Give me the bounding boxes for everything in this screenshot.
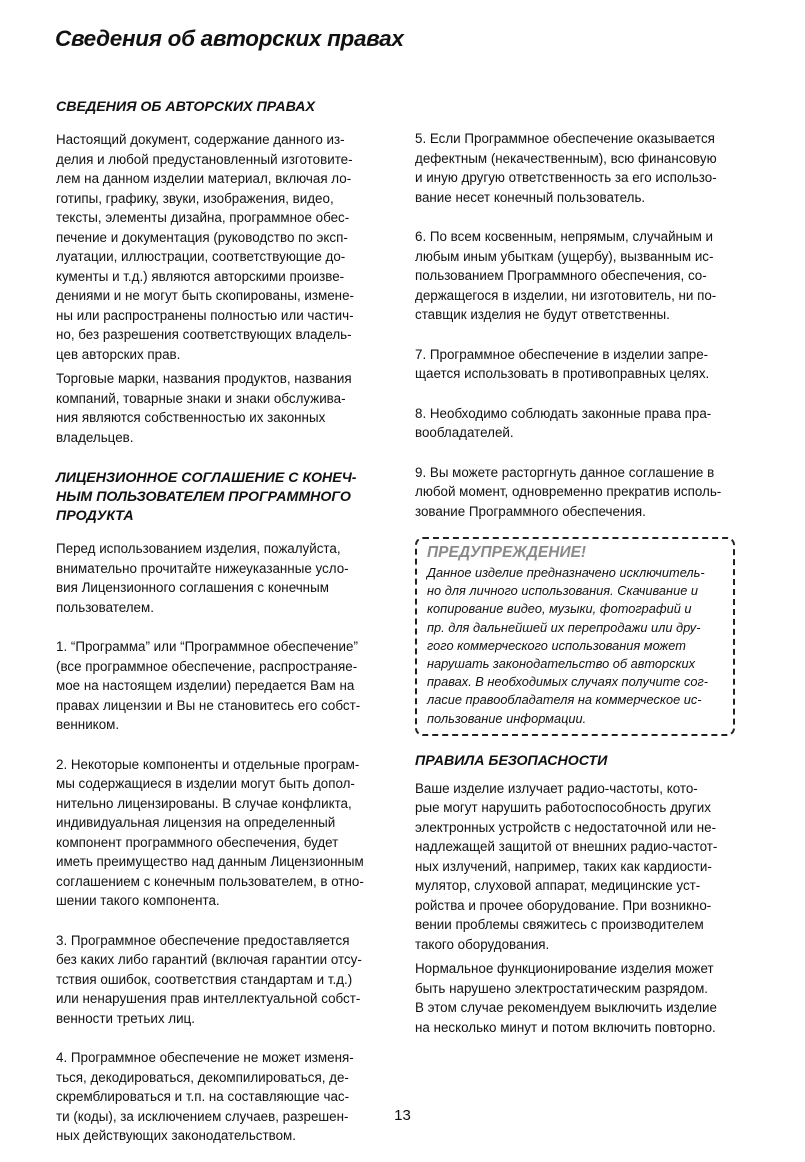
license-item-8 [415, 404, 751, 443]
text-line: ти (коды), за исключением случаев, разрешен- [56, 1108, 349, 1124]
text-line: внимательно прочитайте нижеуказанные усло- [56, 560, 349, 576]
text-line: тексты, элементы дизайна, программное обес- [56, 210, 350, 225]
text-line: кументы и т.д.) являются авторскими произве- [56, 268, 345, 284]
text-line: быть нарушено электростатическим разрядом. [415, 980, 708, 996]
text-line: но для личного использования. Скачивание и [427, 583, 698, 599]
copyright-paragraph-1 [56, 130, 392, 364]
text-line: СВЕДЕНИЯ ОБ АВТОРСКИХ ПРАВАХ [56, 99, 316, 115]
text-line: ласие правообладателя на коммерческое ис- [427, 692, 702, 708]
text-line: вание несет конечный пользователь. [415, 189, 646, 205]
text-line: Ваше изделие излучает радио-частоты, кото- [415, 780, 698, 796]
text-line: владельцев. [56, 429, 134, 445]
text-line: готипы, графику, звуки, изображения, видео, [56, 190, 334, 206]
license-intro [56, 539, 392, 617]
text-line: на несколько минут и потом включить повторно. [415, 1019, 716, 1035]
warning-box [415, 537, 735, 736]
text-line: 6. По всем косвенным, непрямым, случайным и [415, 229, 713, 244]
text-line: НЫМ ПОЛЬЗОВАТЕЛЕМ ПРОГРАММНОГО [56, 489, 351, 505]
text-line: рые могут нарушить работоспособность других [415, 800, 711, 816]
text-line: 1. “Программа” или “Программное обеспечение” [56, 639, 358, 654]
text-line: мы содержащиеся в изделии могут быть допол- [56, 776, 355, 791]
text-line: ться, декодироваться, декомпилироваться, де- [56, 1069, 349, 1085]
text-line: зование Программного обеспечения. [415, 503, 646, 519]
license-item-4 [56, 1048, 392, 1146]
text-line: луатации, иллюстрации, соответствующие до- [56, 249, 346, 264]
license-item-1 [56, 637, 392, 735]
text-line: Настоящий документ, содержание данного из- [56, 132, 345, 147]
text-line: тствия ошибок, соответствия стандартам и т.д.) [56, 971, 353, 987]
text-line: нительно лицензированы. В случае конфликта, [56, 795, 352, 811]
warning-text [427, 564, 733, 728]
page-number: 13 [394, 1107, 411, 1124]
text-line: Данное изделие предназначено исключитель- [427, 565, 705, 580]
text-line: и иную другую ответственность за его использо- [415, 170, 717, 185]
text-line: венности третьих лиц. [56, 1010, 195, 1026]
text-line: венником. [56, 717, 120, 732]
text-line: ных излучений, например, таких как кардиости- [415, 858, 712, 874]
text-line: пользованием Программного обеспечения, со- [415, 268, 707, 283]
text-line: держащегося в изделии, ни изготовитель, ни по- [415, 287, 717, 303]
text-line: лем на данном изделии материал, включая ло- [56, 171, 352, 186]
text-line: печение и документация (руководство по эксп- [56, 229, 348, 245]
text-line: компаний, товарные знаки и знаки обслужива- [56, 390, 346, 406]
license-item-9 [415, 463, 751, 522]
text-line: надлежащей защитой от внешних радио-частот- [415, 839, 718, 855]
text-line: вия Лицензионного соглашения с конечным [56, 580, 329, 595]
license-item-7 [415, 345, 751, 384]
text-line: (все программное обеспечение, распространяе- [56, 658, 358, 674]
text-line: ставщик изделия не будут ответственны. [415, 307, 670, 322]
text-line: или ненарушения прав интеллектуальной собст- [56, 991, 361, 1006]
license-item-5 [415, 129, 751, 207]
license-item-3 [56, 931, 392, 1029]
text-line: 2. Некоторые компоненты и отдельные програм- [56, 756, 360, 772]
text-line: цев авторских прав. [56, 346, 181, 362]
text-line: правах лицензии и Вы не становитесь его собст- [56, 697, 361, 713]
text-line: дефектным (некачественным), всю финансовую [415, 150, 717, 166]
text-line: 4. Программное обеспечение не может изменя- [56, 1050, 354, 1065]
left-column [56, 98, 392, 1146]
text-line: пр. для дальнейшей их перепродажи или дру- [427, 619, 701, 635]
text-line: ЛИЦЕНЗИОННОЕ СОГЛАШЕНИЕ С КОНЕЧ- [56, 470, 357, 486]
text-line: ПРОДУКТА [56, 508, 134, 524]
text-line: копирование видео, музыки, фотографий и [427, 601, 692, 617]
text-line: но, без разрешения соответствующих владель- [56, 327, 352, 342]
text-line: 5. Если Программное обеспечение оказывается [415, 131, 715, 146]
license-item-2 [56, 755, 392, 911]
text-line: Перед использованием изделия, пожалуйста, [56, 541, 341, 556]
text-line: шении такого компонента. [56, 893, 220, 908]
text-line: такого оборудования. [415, 936, 550, 952]
text-line: Нормальное функционирование изделия может [415, 961, 714, 977]
text-line: любой момент, одновременно прекратив исполь- [415, 484, 722, 499]
text-line: ройства и прочее оборудование. При возникно- [415, 897, 712, 913]
text-line: соглашением с конечным пользователем, в отно- [56, 873, 364, 889]
page-title: Сведения об авторских правах [55, 26, 404, 51]
text-line: ных действующих законодательством. [56, 1128, 296, 1143]
safety-paragraph-2 [415, 959, 751, 1037]
text-line: без каких либо гарантий (включая гарантии отсу- [56, 952, 362, 967]
text-line: мое на настоящем изделии) передается Вам на [56, 678, 355, 693]
text-line: делия и любой предустановленный изготовите- [56, 151, 353, 167]
copyright-heading [56, 98, 392, 117]
text-line: ны или распространены полностью или частич- [56, 307, 354, 323]
right-column [415, 129, 751, 1037]
text-line: иметь преимущество над данным Лицензионным [56, 854, 364, 869]
text-line: нарушать законодательство об авторских [427, 656, 696, 672]
text-line: Торговые марки, названия продуктов, названия [56, 371, 352, 386]
safety-paragraph-1 [415, 779, 751, 955]
text-line: вении проблемы свяжитесь с производителем [415, 917, 704, 933]
text-line: любым иным убыткам (ущербу), вызванным ис- [415, 248, 714, 264]
text-line: 8. Необходимо соблюдать законные права пра- [415, 405, 712, 421]
license-item-6 [415, 227, 751, 325]
text-line: 9. Вы можете расторгнуть данное соглашение в [415, 464, 715, 480]
text-line: правах. В необходимых случаях получите сог- [427, 674, 709, 690]
text-line: мулятор, слуховой аппарат, медицинские уст- [415, 878, 701, 894]
text-line: индивидуальная лицензия на определенный [56, 815, 336, 830]
text-line: 3. Программное обеспечение предоставляется [56, 932, 350, 948]
text-line: пользователем. [56, 599, 154, 615]
text-line: ния являются собственностью их законных [56, 410, 326, 425]
safety-heading [415, 752, 751, 771]
text-line: гого коммерческого использования может [427, 637, 686, 653]
text-line: дениями и не могут быть скопированы, измене- [56, 288, 354, 303]
text-line: ПРАВИЛА БЕЗОПАСНОСТИ [415, 752, 608, 769]
text-line: В этом случае рекомендуем выключить изделие [415, 1000, 717, 1016]
text-line: щается использовать в противоправных целях. [415, 366, 710, 381]
copyright-paragraph-2 [56, 369, 392, 447]
warning-title: ПРЕДУПРЕЖДЕНИЕ! [427, 544, 587, 561]
text-line: электронных устройств с недостаточной или не- [415, 819, 717, 835]
text-line: пользование информации. [427, 710, 587, 726]
text-line: вообладателей. [415, 425, 514, 440]
text-line: компонент программного обеспечения, будет [56, 834, 339, 850]
text-line: скремблироваться и т.п. на составляющие час- [56, 1089, 350, 1104]
text-line: 7. Программное обеспечение в изделии запре- [415, 346, 709, 362]
license-heading [56, 469, 392, 526]
